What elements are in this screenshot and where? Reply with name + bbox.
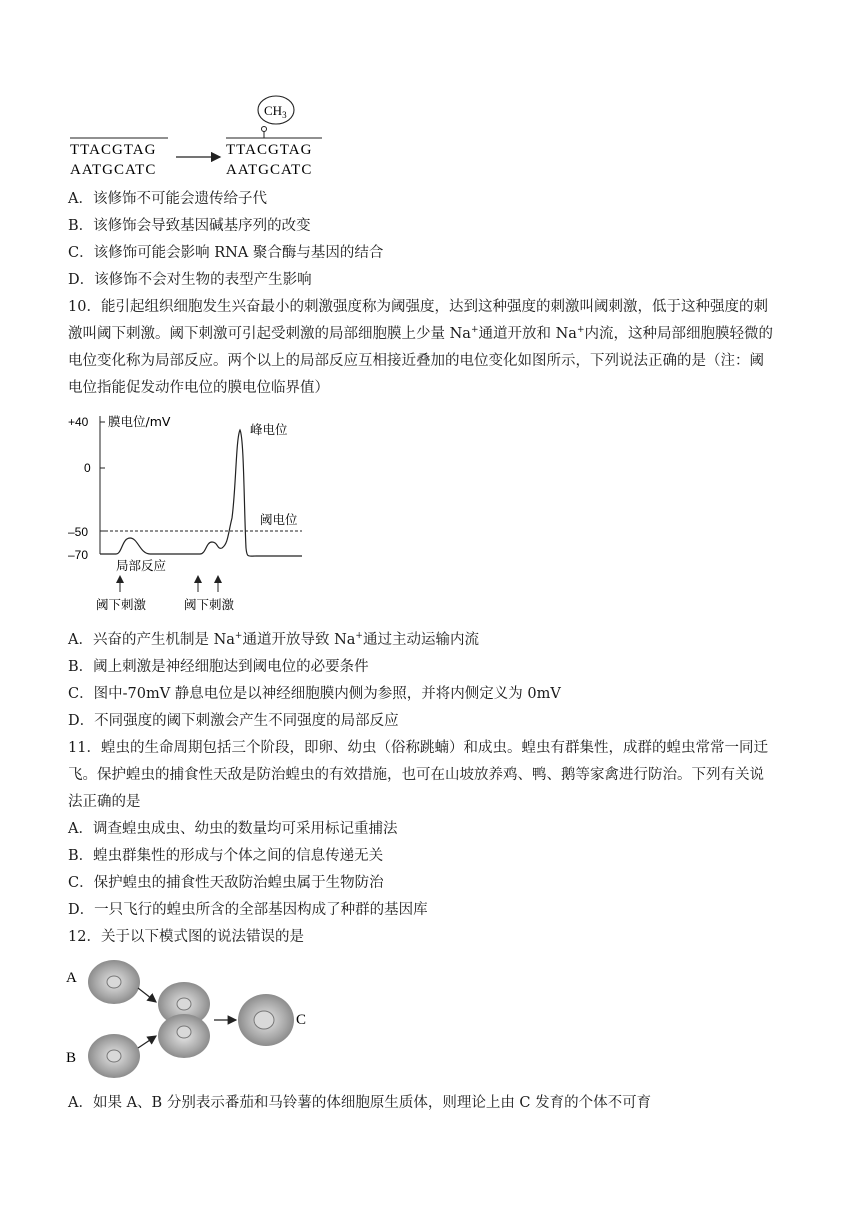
sodium-charge: + [355, 631, 363, 641]
tick-plus-40: +40 [68, 415, 89, 429]
q12-option-a: A．如果 A、B 分别表示番茄和马铃薯的体细胞原生质体，则理论上由 C 发育的个体不可育 [68, 1095, 652, 1111]
tick-0: 0 [84, 461, 91, 475]
right-bottom-sequence: AATGCATC [226, 162, 313, 178]
q11-stem-line-1: 11．蝗虫的生命周期包括三个阶段，即卵、幼虫（俗称跳蝻）和成虫。蝗虫有群集性，成群的蝗虫常常一同迁 [68, 740, 768, 756]
cell-b-nucleus [107, 1050, 121, 1062]
stimulus-label-2: 阈下刺激 [184, 597, 235, 612]
y-axis-label: 膜电位/mV [108, 414, 171, 429]
hybrid-cell-c-nucleus [254, 1011, 274, 1029]
q9-option-a: A．该修饰不可能会遗传给子代 [68, 191, 267, 207]
cell-label-c: C [296, 1012, 307, 1028]
q10-option-b: B．阈上刺激是神经细胞达到阈电位的必要条件 [68, 659, 369, 675]
left-top-sequence: TTACGTAG [70, 142, 157, 158]
q9-option-c: C．该修饰可能会影响 RNA 聚合酶与基因的结合 [68, 245, 384, 261]
q12-stem: 12．关于以下模式图的说法错误的是 [68, 929, 304, 945]
cell-fusion-figure [62, 952, 322, 1084]
q11-stem-line-3: 法正确的是 [68, 794, 141, 810]
membrane-potential-graph [60, 408, 320, 618]
stimulus-label-1: 阈下刺激 [96, 597, 147, 612]
q10-option-a [68, 630, 479, 650]
tick-minus-50: –50 [68, 525, 89, 539]
q10-option-a-part-1: A．兴奋的产生机制是 Na [68, 632, 235, 648]
q10-stem-line-2a: 激叫阈下刺激。阈下刺激可引起受刺激的局部细胞膜上少量 Na [68, 326, 471, 342]
q10-stem-line-2 [68, 324, 773, 344]
q10-stem-line-3: 电位变化称为局部反应。两个以上的局部反应互相接近叠加的电位变化如图所示，下列说法正确的是（注：阈 [68, 353, 764, 369]
arrow-a-to-fusion [138, 988, 156, 1002]
arrow-b-to-fusion [138, 1036, 156, 1048]
q11-stem-line-2: 飞。保护蝗虫的捕食性天敌是防治蝗虫的有效措施，也可在山坡放养鸡、鸭、鹅等家禽进行防治。下列有关说 [68, 767, 764, 783]
q10-option-a-part-3: 通过主动运输内流 [362, 632, 479, 648]
q11-option-d: D．一只飞行的蝗虫所含的全部基因构成了种群的基因库 [68, 902, 428, 918]
tick-minus-70: –70 [68, 548, 89, 562]
dna-methylation-figure [64, 94, 334, 184]
q10-stem-line-2c: 内流，这种局部细胞膜轻微的 [584, 326, 773, 342]
peak-label: 峰电位 [250, 422, 288, 437]
sodium-charge: + [470, 325, 479, 335]
q11-option-b: B．蝗虫群集性的形成与个体之间的信息传递无关 [68, 848, 384, 864]
right-top-sequence: TTACGTAG [226, 142, 313, 158]
q10-stem-line-4: 电位指能促发动作电位的膜电位临界值） [68, 380, 329, 396]
q10-option-c: C．图中-70mV 静息电位是以神经细胞膜内侧为参照，并将内侧定义为 0mV [68, 686, 561, 702]
q10-option-d: D．不同强度的阈下刺激会产生不同强度的局部反应 [68, 713, 399, 729]
q11-option-a: A．调查蝗虫成虫、幼虫的数量均可采用标记重捕法 [68, 821, 398, 837]
fusing-cell-bottom-nucleus [177, 1026, 191, 1038]
sodium-charge: + [576, 325, 585, 335]
cell-a-nucleus [107, 976, 121, 988]
methyl-stem-dot [262, 127, 267, 132]
cell-label-b: B [66, 1050, 77, 1066]
threshold-label: 阈电位 [260, 512, 298, 527]
q10-stem-line-2b: 通道开放和 Na [478, 326, 577, 342]
left-bottom-sequence: AATGCATC [70, 162, 157, 178]
potential-trace [100, 430, 302, 556]
q10-stem-line-1: 10．能引起组织细胞发生兴奋最小的刺激强度称为阈强度，达到这种强度的刺激叫阈刺激，低于这种强度的刺 [68, 299, 768, 315]
q10-option-a-part-2: 通道开放导致 Na [242, 632, 356, 648]
cell-label-a: A [66, 970, 77, 986]
methyl-label: $CH_3$ [264, 103, 287, 120]
local-response-label: 局部反应 [116, 558, 167, 573]
q9-option-b: B．该修饰会导致基因碱基序列的改变 [68, 218, 311, 234]
sodium-charge: + [234, 631, 243, 641]
q11-option-c: C．保护蝗虫的捕食性天敌防治蝗虫属于生物防治 [68, 875, 384, 891]
fusing-cell-top-nucleus [177, 998, 191, 1010]
q9-option-d: D．该修饰不会对生物的表型产生影响 [68, 272, 312, 288]
